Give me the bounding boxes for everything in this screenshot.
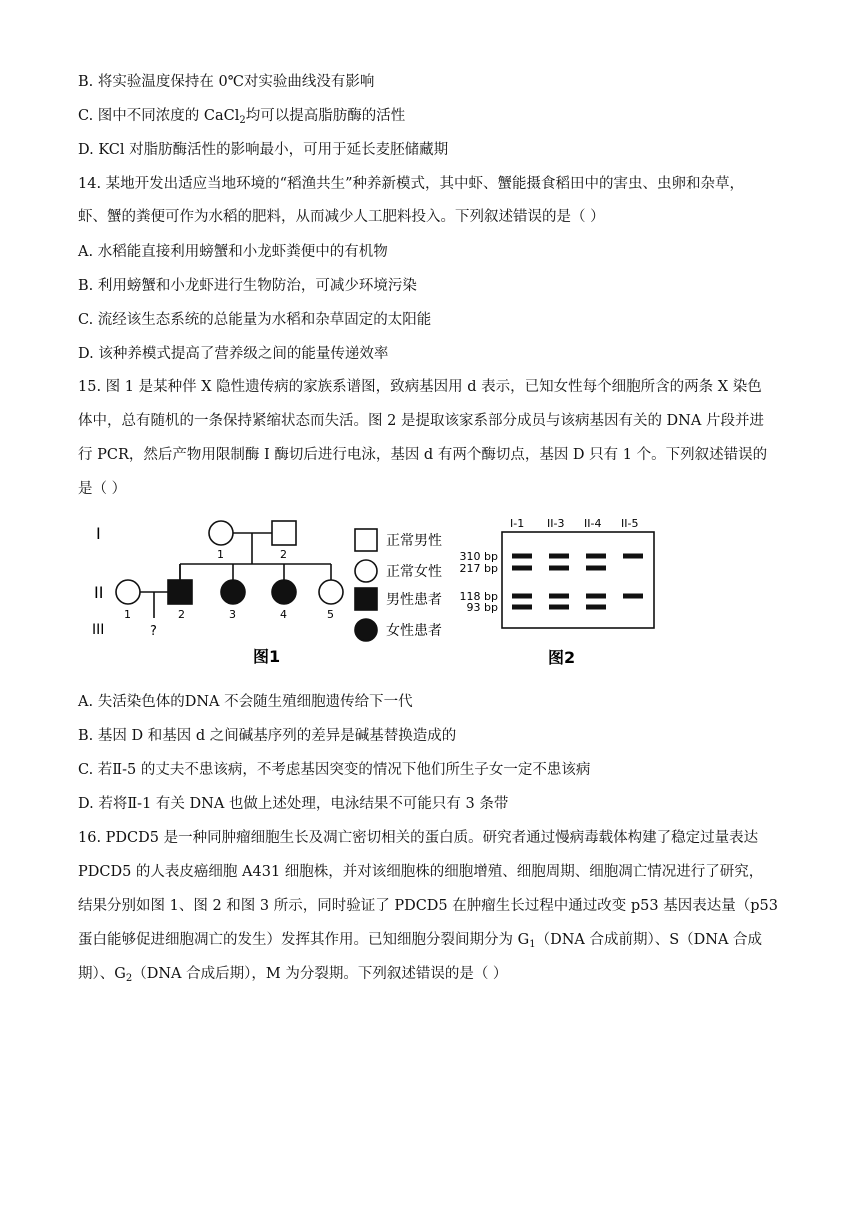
question-16-stem-3: 结果分别如图 1、图 2 和图 3 所示，同时验证了 PDCD5 在肿瘤生长过程中通过改变 p53 基因表达量（p53 [78,898,778,914]
question-16-stem-4 [78,930,762,950]
subscript: 2 [125,973,133,984]
gel-lane-label: II-3 [547,517,565,530]
gel-band [549,554,569,559]
gel-band [623,554,643,559]
option-13-c [78,106,405,126]
legend-affected-female-icon [355,619,377,641]
option-14-a: A. 水稻能直接利用螃蟹和小龙虾粪便中的有机物 [78,244,388,260]
option-14-c: C. 流经该生态系统的总能量为水稻和杂草固定的太阳能 [78,312,432,328]
gel-band [512,566,532,571]
question-15-stem-3: 行 PCR，然后产物用限制酶 I 酶切后进行电泳，基因 d 有两个酶切点，基因 D 只有 1 个。下列叙述错误的 [78,447,768,463]
gel-band-size-label: 310 bp [459,550,498,563]
option-15-b: B. 基因 D 和基因 d 之间碱基序列的差异是碱基替换造成的 [78,728,457,744]
option-15-d: D. 若将Ⅱ-1 有关 DNA 也做上述处理，电泳结果不可能只有 3 条带 [78,796,509,812]
individual-number: 4 [280,608,287,621]
individual-II-1-normal-female [116,580,140,604]
gel-lane-label: II-4 [584,517,602,530]
question-16-stem-4-text-end: （DNA 合成前期）、S（DNA 合成 [535,932,763,948]
gel-band-size-label: 118 bp [459,590,498,603]
question-15-stem-2: 体中，总有随机的一条保持紧缩状态而失活。图 2 是提取该家系部分成员与该病基因有关的 DNA 片段并进 [78,413,764,429]
gel-band [623,594,643,599]
subscript: 1 [529,939,536,950]
gel-band [512,605,532,610]
gel-band [586,605,606,610]
gel-lane-labels [510,517,638,530]
subscript: 2 [239,115,246,126]
individual-I-2-normal-male [272,521,296,545]
question-16-stem-1: 16. PDCD5 是一种同肿瘤细胞生长及凋亡密切相关的蛋白质。研究者通过慢病毒载体构建了稳定过量表达 [78,830,759,846]
question-16-stem-5 [78,964,507,984]
gel-bands [512,554,643,610]
legend-normal-female-icon [355,560,377,582]
legend-normal-female-label: 正常女性 [386,564,442,580]
question-16-stem-5-text: 期）、G [78,966,126,982]
gel-band-size-labels [460,550,498,614]
gel-band-size-label: 93 bp [466,601,498,614]
legend-affected-female-label: 女性患者 [386,623,442,639]
individual-II-2-affected-male [168,580,192,604]
individual-number: 1 [217,548,224,561]
question-16-stem-2: PDCD5 的人表皮癌细胞 A431 细胞株，并对该细胞株的细胞增殖、细胞周期、细胞凋亡情况进行了研究， [78,864,764,880]
option-13-d: D. KCl 对脂肪酶活性的影响最小，可用于延长麦胚储藏期 [78,142,449,158]
figure-1-caption: 图1 [253,647,281,666]
figure-2-caption: 图2 [548,648,576,667]
question-15-stem-1: 15. 图 1 是某种伴 X 隐性遗传病的家族系谱图，致病基因用 d 表示，已知女性每个细胞所含的两条 X 染色 [78,379,762,395]
individual-II-3-affected-female [221,580,245,604]
gel-band [586,566,606,571]
gel-band-size-label: 217 bp [459,562,498,575]
gel-band [549,605,569,610]
question-15-stem-4: 是（ ） [78,481,127,497]
legend-affected-male-icon [355,588,377,610]
option-13-b: B. 将实验温度保持在 0℃对实验曲线没有影响 [78,74,375,90]
individual-number: 1 [124,608,131,621]
generation-label-II: II [94,583,104,602]
question-14-stem-2: 虾、蟹的粪便可作为水稻的肥料，从而减少人工肥料投入。下列叙述错误的是（ ） [78,209,605,225]
legend-normal-male-icon [355,529,377,551]
unknown-offspring-mark: ? [150,624,157,639]
pedigree-legend [355,529,377,641]
individual-number: 3 [229,608,236,621]
individual-number: 2 [280,548,287,561]
electrophoresis-gel-frame [502,532,654,628]
question-16-stem-4-text: 蛋白能够促进细胞凋亡的发生）发挥其作用。已知细胞分裂间期分为 G [78,932,530,948]
individual-I-1-normal-female [209,521,233,545]
option-14-d: D. 该种养模式提高了营养级之间的能量传递效率 [78,346,389,362]
legend-affected-male-label: 男性患者 [386,592,442,608]
individual-number: 2 [178,608,185,621]
option-14-b: B. 利用螃蟹和小龙虾进行生物防治，可减少环境污染 [78,278,417,294]
option-13-c-text: C. 图中不同浓度的 CaCl [78,108,240,124]
gel-band [512,554,532,559]
gel-band [549,594,569,599]
pedigree-chart [116,521,343,618]
option-15-a: A. 失活染色体的DNA 不会随生殖细胞遗传给下一代 [78,694,413,710]
generation-label-III: III [92,622,105,638]
option-15-c: C. 若Ⅱ-5 的丈夫不患该病，不考虑基因突变的情况下他们所生子女一定不患该病 [78,762,591,778]
option-13-c-text-end: 均可以提高脂肪酶的活性 [245,108,406,124]
individual-II-5-normal-female [319,580,343,604]
gel-lane-label: I-1 [510,517,525,530]
question-14-stem-1: 14. 某地开发出适应当地环境的“稻渔共生”种养新模式，其中虾、蟹能摄食稻田中的害虫、虫卵和杂草， [78,176,744,192]
legend-normal-male-label: 正常男性 [386,533,442,549]
individual-number: 5 [327,608,334,621]
gel-lane-label: II-5 [621,517,639,530]
gel-band [586,594,606,599]
gel-band [586,554,606,559]
individual-II-4-affected-female [272,580,296,604]
genetics-figure [80,512,800,682]
generation-label-I: I [96,524,101,543]
gel-band [512,594,532,599]
question-16-stem-5-text-end: （DNA 合成后期），M 为分裂期。下列叙述错误的是（ ） [132,966,508,982]
gel-band [549,566,569,571]
